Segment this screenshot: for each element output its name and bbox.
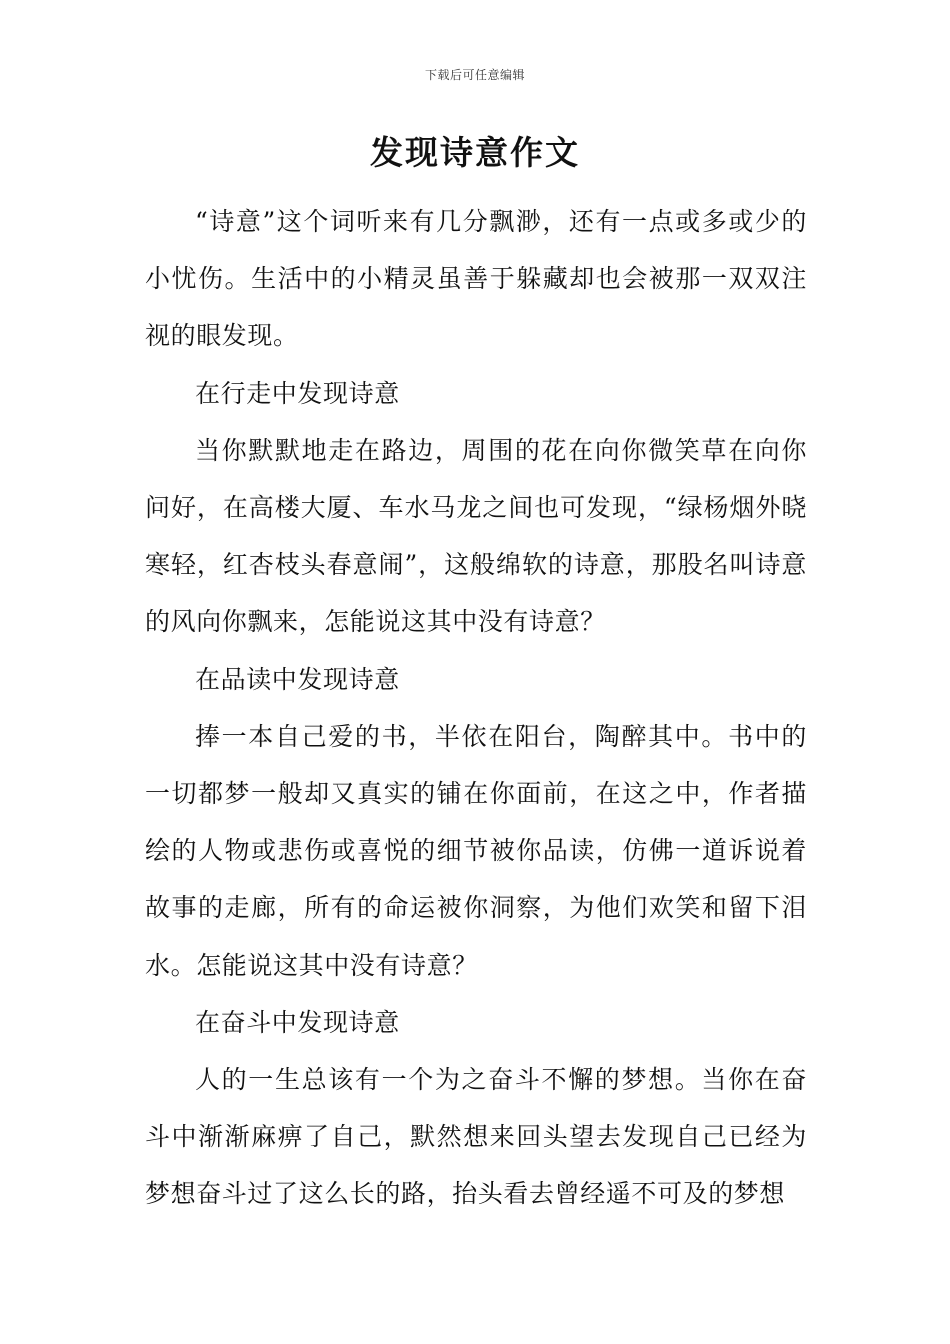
paragraph-striving: 人的一生总该有一个为之奋斗不懈的梦想。当你在奋斗中渐渐麻痹了自己，默然想来回头望去发现自己已经为梦想奋斗过了这么长的路，抬头看去曾经遥不可及的梦想 xyxy=(145,1065,807,1209)
subheading-striving: 在奋斗中发现诗意 xyxy=(195,1007,400,1037)
page-title: 发现诗意作文 xyxy=(370,133,580,172)
subheading-walking: 在行走中发现诗意 xyxy=(195,378,400,408)
paragraph-intro: “诗意”这个词听来有几分飘渺，还有一点或多或少的小忧伤。生活中的小精灵虽善于躲藏却也会被那一双双注视的眼发现。 xyxy=(145,207,807,351)
paragraph-reading: 捧一本自己爱的书，半依在阳台，陶醉其中。书中的一切都梦一般却又真实的铺在你面前，在这之中，作者描绘的人物或悲伤或喜悦的细节被你品读，仿佛一道诉说着故事的走廊，所有的命运被你洞察，为他们欢笑和留下泪水。怎能说这其中没有诗意？ xyxy=(145,721,807,980)
article-body xyxy=(145,193,807,1223)
paragraph-walking: 当你默默地走在路边，周围的花在向你微笑草在向你问好，在高楼大厦、车水马龙之间也可发现，“绿杨烟外晓寒轻，红杏枝头春意闹”，这般绵软的诗意，那股名叫诗意的风向你飘来，怎能说这其中没有诗意？ xyxy=(145,435,807,637)
header-note: 下载后可任意编辑 xyxy=(424,68,525,82)
subheading-reading: 在品读中发现诗意 xyxy=(195,664,400,694)
